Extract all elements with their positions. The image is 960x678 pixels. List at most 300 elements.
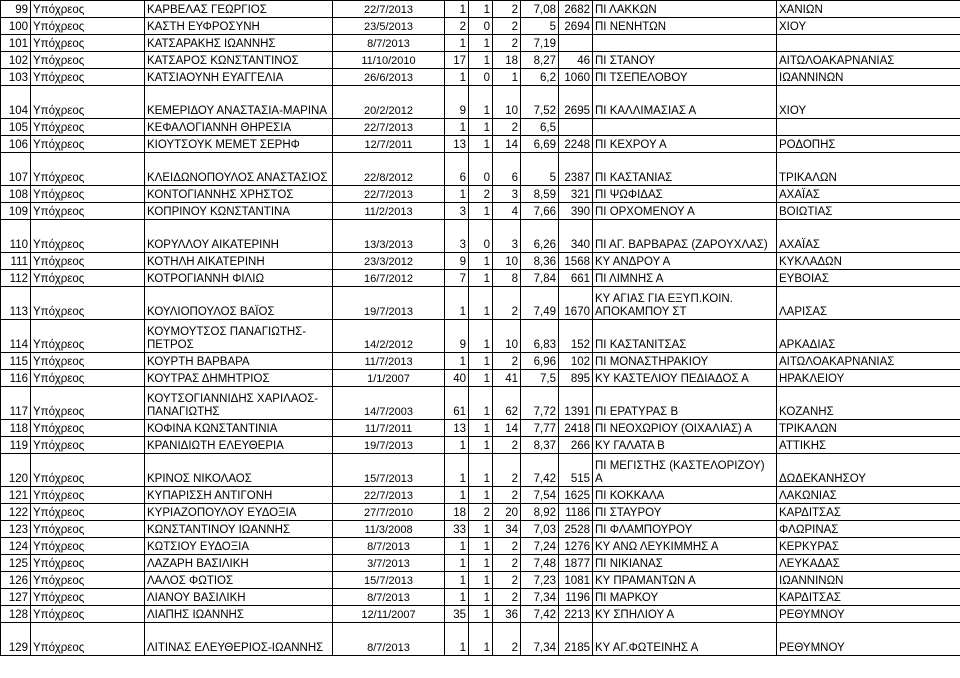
title-cell: Υπόχρεος (31, 387, 145, 420)
value-b-cell: 1 (469, 353, 493, 370)
date-cell: 11/2/2013 (333, 203, 445, 220)
score-cell: 7,08 (521, 1, 559, 18)
date-cell: 27/7/2010 (333, 504, 445, 521)
name-cell: ΚΛΕΙΔΩΝΟΠΟΥΛΟΣ ΑΝΑΣΤΑΣΙΟΣ (145, 153, 333, 186)
school-cell: ΚΥ ΑΓ.ΦΩΤΕΙΝΗΣ Α (593, 623, 777, 656)
value-b-cell: 1 (469, 52, 493, 69)
date-cell: 3/7/2013 (333, 555, 445, 572)
score-cell: 7,34 (521, 623, 559, 656)
row-number-cell: 128 (1, 606, 31, 623)
row-number-cell: 109 (1, 203, 31, 220)
score-cell: 7,34 (521, 589, 559, 606)
region-cell (777, 119, 960, 136)
date-cell: 22/7/2013 (333, 487, 445, 504)
title-cell: Υπόχρεος (31, 69, 145, 86)
value-b-cell: 1 (469, 454, 493, 487)
name-cell: ΚΟΥΡΤΗ ΒΑΡΒΑΡΑ (145, 353, 333, 370)
name-cell: ΚΑΡΒΕΛΑΣ ΓΕΩΡΓΙΟΣ (145, 1, 333, 18)
value-c-cell: 6 (493, 153, 521, 186)
name-cell: ΚΑΣΤΗ ΕΥΦΡΟΣΥΝΗ (145, 18, 333, 35)
table-row (1, 623, 960, 656)
code-cell: 2418 (559, 420, 593, 437)
value-c-cell: 2 (493, 437, 521, 454)
value-c-cell: 2 (493, 1, 521, 18)
title-cell: Υπόχρεος (31, 487, 145, 504)
row-number-cell: 99 (1, 1, 31, 18)
score-cell: 6,83 (521, 320, 559, 353)
table-row (1, 370, 960, 387)
title-cell: Υπόχρεος (31, 320, 145, 353)
table-row (1, 572, 960, 589)
value-a-cell: 2 (445, 18, 469, 35)
date-cell: 14/2/2012 (333, 320, 445, 353)
code-cell: 46 (559, 52, 593, 69)
school-cell: ΠΙ ΛΙΜΝΗΣ Α (593, 270, 777, 287)
school-cell: ΚΥ ΑΝΩ ΛΕΥΚΙΜΜΗΣ Α (593, 538, 777, 555)
value-c-cell: 2 (493, 538, 521, 555)
code-cell: 2185 (559, 623, 593, 656)
school-cell: ΠΙ ΤΣΕΠΕΛΟΒΟΥ (593, 69, 777, 86)
name-cell: ΚΟΥΜΟΥΤΣΟΣ ΠΑΝΑΓΙΩΤΗΣ-ΠΕΤΡΟΣ (145, 320, 333, 353)
value-b-cell: 1 (469, 320, 493, 353)
school-cell (593, 35, 777, 52)
title-cell: Υπόχρεος (31, 589, 145, 606)
value-b-cell: 1 (469, 487, 493, 504)
name-cell: ΛΙΑΠΗΣ ΙΩΑΝΝΗΣ (145, 606, 333, 623)
title-cell: Υπόχρεος (31, 437, 145, 454)
code-cell: 2695 (559, 86, 593, 119)
value-a-cell: 18 (445, 504, 469, 521)
value-a-cell: 40 (445, 370, 469, 387)
value-b-cell: 1 (469, 606, 493, 623)
row-number-cell: 127 (1, 589, 31, 606)
title-cell: Υπόχρεος (31, 606, 145, 623)
table-row (1, 606, 960, 623)
school-cell: ΠΙ ΦΛΑΜΠΟΥΡΟΥ (593, 521, 777, 538)
table-row (1, 454, 960, 487)
name-cell: ΚΟΤΗΛΗ ΑΙΚΑΤΕΡΙΝΗ (145, 253, 333, 270)
name-cell: ΚΡΑΝΙΔΙΩΤΗ ΕΛΕΥΘΕΡΙΑ (145, 437, 333, 454)
region-cell: ΧΙΟΥ (777, 86, 960, 119)
name-cell: ΛΙΑΝΟΥ ΒΑΣΙΛΙΚΗ (145, 589, 333, 606)
school-cell: ΠΙ ΛΑΚΚΩΝ (593, 1, 777, 18)
table-row (1, 220, 960, 253)
row-number-cell: 110 (1, 220, 31, 253)
value-b-cell: 1 (469, 270, 493, 287)
date-cell: 26/6/2013 (333, 69, 445, 86)
value-b-cell: 2 (469, 186, 493, 203)
row-number-cell: 103 (1, 69, 31, 86)
code-cell: 2387 (559, 153, 593, 186)
score-cell: 7,49 (521, 287, 559, 320)
title-cell: Υπόχρεος (31, 1, 145, 18)
value-a-cell: 9 (445, 253, 469, 270)
code-cell: 340 (559, 220, 593, 253)
table-row (1, 320, 960, 353)
title-cell: Υπόχρεος (31, 186, 145, 203)
value-c-cell: 2 (493, 353, 521, 370)
school-cell: ΠΙ ΜΕΓΙΣΤΗΣ (ΚΑΣΤΕΛΟΡΙΖΟΥ) Α (593, 454, 777, 487)
name-cell: ΚΥΠΑΡΙΣΣΗ ΑΝΤΙΓΟΝΗ (145, 487, 333, 504)
value-c-cell: 2 (493, 487, 521, 504)
row-number-cell: 105 (1, 119, 31, 136)
score-cell: 8,36 (521, 253, 559, 270)
value-b-cell: 0 (469, 153, 493, 186)
row-number-cell: 108 (1, 186, 31, 203)
region-cell (777, 35, 960, 52)
value-a-cell: 61 (445, 387, 469, 420)
value-b-cell: 1 (469, 437, 493, 454)
code-cell: 2248 (559, 136, 593, 153)
date-cell: 22/7/2013 (333, 119, 445, 136)
score-cell: 6,69 (521, 136, 559, 153)
date-cell: 8/7/2013 (333, 35, 445, 52)
score-cell: 7,84 (521, 270, 559, 287)
value-a-cell: 3 (445, 203, 469, 220)
value-c-cell: 4 (493, 203, 521, 220)
code-cell: 515 (559, 454, 593, 487)
school-cell: ΠΙ ΚΑΣΤΑΝΙΤΣΑΣ (593, 320, 777, 353)
region-cell: ΛΑΡΙΣΑΣ (777, 287, 960, 320)
title-cell: Υπόχρεος (31, 521, 145, 538)
school-cell: ΠΙ ΚΕΧΡΟΥ Α (593, 136, 777, 153)
value-a-cell: 1 (445, 454, 469, 487)
value-c-cell: 14 (493, 136, 521, 153)
table-row (1, 153, 960, 186)
score-cell: 8,59 (521, 186, 559, 203)
row-number-cell: 104 (1, 86, 31, 119)
name-cell: ΚΟΦΙΝΑ ΚΩΝΣΤΑΝΤΙΝΙΑ (145, 420, 333, 437)
code-cell: 661 (559, 270, 593, 287)
table-row (1, 504, 960, 521)
value-a-cell: 6 (445, 153, 469, 186)
value-c-cell: 2 (493, 287, 521, 320)
school-cell: ΠΙ ΝΕΟΧΩΡΙΟΥ (ΟΙΧΑΛΙΑΣ) Α (593, 420, 777, 437)
title-cell: Υπόχρεος (31, 203, 145, 220)
name-cell: ΛΑΖΑΡΗ ΒΑΣΙΛΙΚΗ (145, 555, 333, 572)
code-cell: 152 (559, 320, 593, 353)
school-cell: ΚΥ ΑΓΙΑΣ ΓΙΑ ΕΞΥΠ.ΚΟΙΝ. ΑΠΟΚΑΜΠΟΥ ΣΤ (593, 287, 777, 320)
title-cell: Υπόχρεος (31, 270, 145, 287)
value-c-cell: 2 (493, 572, 521, 589)
school-cell: ΠΙ ΚΑΛΛΙΜΑΣΙΑΣ Α (593, 86, 777, 119)
code-cell: 1276 (559, 538, 593, 555)
name-cell: ΚΙΟΥΤΣΟΥΚ ΜΕΜΕΤ ΣΕΡΗΦ (145, 136, 333, 153)
date-cell: 8/7/2013 (333, 538, 445, 555)
value-c-cell: 18 (493, 52, 521, 69)
title-cell: Υπόχρεος (31, 35, 145, 52)
date-cell: 12/11/2007 (333, 606, 445, 623)
value-c-cell: 20 (493, 504, 521, 521)
title-cell: Υπόχρεος (31, 220, 145, 253)
row-number-cell: 114 (1, 320, 31, 353)
code-cell: 895 (559, 370, 593, 387)
title-cell: Υπόχρεος (31, 538, 145, 555)
region-cell: ΔΩΔΕΚΑΝΗΣΟΥ (777, 454, 960, 487)
score-cell: 7,23 (521, 572, 559, 589)
value-c-cell: 2 (493, 454, 521, 487)
value-c-cell: 8 (493, 270, 521, 287)
table-row (1, 287, 960, 320)
value-b-cell: 1 (469, 203, 493, 220)
value-c-cell: 10 (493, 86, 521, 119)
region-cell: ΑΤΤΙΚΗΣ (777, 437, 960, 454)
region-cell: ΛΑΚΩΝΙΑΣ (777, 487, 960, 504)
region-cell: ΚΑΡΔΙΤΣΑΣ (777, 589, 960, 606)
title-cell: Υπόχρεος (31, 370, 145, 387)
score-cell: 7,66 (521, 203, 559, 220)
code-cell: 1877 (559, 555, 593, 572)
row-number-cell: 125 (1, 555, 31, 572)
value-c-cell: 2 (493, 119, 521, 136)
value-c-cell: 3 (493, 220, 521, 253)
value-a-cell: 1 (445, 186, 469, 203)
school-cell: ΚΥ ΣΠΗΛΙΟΥ Α (593, 606, 777, 623)
value-a-cell: 1 (445, 589, 469, 606)
table-row (1, 589, 960, 606)
name-cell: ΚΑΤΣΑΡΑΚΗΣ ΙΩΑΝΝΗΣ (145, 35, 333, 52)
value-b-cell: 1 (469, 119, 493, 136)
region-cell: ΡΕΘΥΜΝΟΥ (777, 623, 960, 656)
value-b-cell: 1 (469, 136, 493, 153)
school-cell: ΚΥ ΓΑΛΑΤΑ Β (593, 437, 777, 454)
score-cell: 6,5 (521, 119, 559, 136)
title-cell: Υπόχρεος (31, 18, 145, 35)
date-cell: 20/2/2012 (333, 86, 445, 119)
name-cell: ΚΟΠΡΙΝΟΥ ΚΩΝΣΤΑΝΤΙΝΑ (145, 203, 333, 220)
region-cell: ΒΟΙΩΤΙΑΣ (777, 203, 960, 220)
code-cell: 390 (559, 203, 593, 220)
row-number-cell: 129 (1, 623, 31, 656)
value-c-cell: 2 (493, 35, 521, 52)
date-cell: 19/7/2013 (333, 287, 445, 320)
value-c-cell: 34 (493, 521, 521, 538)
value-a-cell: 3 (445, 220, 469, 253)
name-cell: ΚΩΝΣΤΑΝΤΙΝΟΥ ΙΩΑΝΝΗΣ (145, 521, 333, 538)
title-cell: Υπόχρεος (31, 119, 145, 136)
table-row (1, 538, 960, 555)
date-cell: 8/7/2013 (333, 589, 445, 606)
value-b-cell: 1 (469, 35, 493, 52)
title-cell: Υπόχρεος (31, 287, 145, 320)
code-cell: 1568 (559, 253, 593, 270)
title-cell: Υπόχρεος (31, 153, 145, 186)
value-b-cell: 1 (469, 589, 493, 606)
date-cell: 15/7/2013 (333, 454, 445, 487)
table-row (1, 186, 960, 203)
code-cell: 1196 (559, 589, 593, 606)
date-cell: 19/7/2013 (333, 437, 445, 454)
table-row (1, 253, 960, 270)
code-cell: 1081 (559, 572, 593, 589)
table-row (1, 86, 960, 119)
date-cell: 22/7/2013 (333, 1, 445, 18)
school-cell: ΠΙ ΚΟΚΚΑΛΑ (593, 487, 777, 504)
school-cell: ΠΙ ΜΑΡΚΟΥ (593, 589, 777, 606)
score-cell: 7,24 (521, 538, 559, 555)
value-b-cell: 1 (469, 521, 493, 538)
code-cell: 321 (559, 186, 593, 203)
row-number-cell: 122 (1, 504, 31, 521)
table-row (1, 437, 960, 454)
score-cell: 7,42 (521, 606, 559, 623)
row-number-cell: 124 (1, 538, 31, 555)
table-row (1, 420, 960, 437)
score-cell: 7,03 (521, 521, 559, 538)
title-cell: Υπόχρεος (31, 253, 145, 270)
date-cell: 22/7/2013 (333, 186, 445, 203)
row-number-cell: 117 (1, 387, 31, 420)
value-a-cell: 1 (445, 35, 469, 52)
date-cell: 11/3/2008 (333, 521, 445, 538)
value-c-cell: 41 (493, 370, 521, 387)
name-cell: ΚΑΤΣΑΡΟΣ ΚΩΝΣΤΑΝΤΙΝΟΣ (145, 52, 333, 69)
name-cell: ΚΟΥΤΣΟΓΙΑΝΝΙΔΗΣ ΧΑΡΙΛΑΟΣ-ΠΑΝΑΓΙΩΤΗΣ (145, 387, 333, 420)
value-b-cell: 1 (469, 555, 493, 572)
value-b-cell: 1 (469, 538, 493, 555)
code-cell: 2682 (559, 1, 593, 18)
value-b-cell: 1 (469, 1, 493, 18)
name-cell: ΚΑΤΣΙΑΟΥΝΗ ΕΥΑΓΓΕΛΙΑ (145, 69, 333, 86)
code-cell: 2694 (559, 18, 593, 35)
score-cell: 7,54 (521, 487, 559, 504)
row-number-cell: 116 (1, 370, 31, 387)
name-cell: ΚΕΜΕΡΙΔΟΥ ΑΝΑΣΤΑΣΙΑ-ΜΑΡΙΝΑ (145, 86, 333, 119)
region-cell: ΤΡΙΚΑΛΩΝ (777, 153, 960, 186)
table-row (1, 1, 960, 18)
region-cell: ΤΡΙΚΑΛΩΝ (777, 420, 960, 437)
row-number-cell: 112 (1, 270, 31, 287)
value-a-cell: 13 (445, 420, 469, 437)
date-cell: 22/8/2012 (333, 153, 445, 186)
region-cell: ΧΑΝΙΩΝ (777, 1, 960, 18)
value-a-cell: 7 (445, 270, 469, 287)
title-cell: Υπόχρεος (31, 420, 145, 437)
title-cell: Υπόχρεος (31, 86, 145, 119)
value-b-cell: 0 (469, 220, 493, 253)
score-cell: 8,92 (521, 504, 559, 521)
school-cell: ΠΙ ΨΩΦΙΔΑΣ (593, 186, 777, 203)
date-cell: 16/7/2012 (333, 270, 445, 287)
value-c-cell: 10 (493, 320, 521, 353)
region-cell: ΙΩΑΝΝΙΝΩΝ (777, 572, 960, 589)
score-cell: 6,96 (521, 353, 559, 370)
row-number-cell: 126 (1, 572, 31, 589)
school-cell: ΠΙ ΝΕΝΗΤΩΝ (593, 18, 777, 35)
date-cell: 1/1/2007 (333, 370, 445, 387)
score-cell: 7,52 (521, 86, 559, 119)
row-number-cell: 119 (1, 437, 31, 454)
row-number-cell: 107 (1, 153, 31, 186)
table-row (1, 521, 960, 538)
table-row (1, 487, 960, 504)
school-cell: ΚΥ ΑΝΔΡΟΥ Α (593, 253, 777, 270)
title-cell: Υπόχρεος (31, 555, 145, 572)
score-cell: 7,5 (521, 370, 559, 387)
region-cell: ΚΥΚΛΑΔΩΝ (777, 253, 960, 270)
value-a-cell: 1 (445, 287, 469, 320)
value-c-cell: 2 (493, 555, 521, 572)
region-cell: ΑΡΚΑΔΙΑΣ (777, 320, 960, 353)
title-cell: Υπόχρεος (31, 353, 145, 370)
code-cell (559, 119, 593, 136)
value-b-cell: 2 (469, 504, 493, 521)
title-cell: Υπόχρεος (31, 504, 145, 521)
value-a-cell: 35 (445, 606, 469, 623)
code-cell: 1625 (559, 487, 593, 504)
name-cell: ΚΥΡΙΑΖΟΠΟΥΛΟΥ ΕΥΔΟΞΙΑ (145, 504, 333, 521)
value-b-cell: 1 (469, 623, 493, 656)
region-cell: ΑΙΤΩΛΟΑΚΑΡΝΑΝΙΑΣ (777, 353, 960, 370)
region-cell: ΗΡΑΚΛΕΙΟΥ (777, 370, 960, 387)
name-cell: ΚΩΤΣΙΟΥ ΕΥΔΟΞΙΑ (145, 538, 333, 555)
code-cell (559, 35, 593, 52)
school-cell: ΠΙ ΣΤΑΝΟΥ (593, 52, 777, 69)
row-number-cell: 102 (1, 52, 31, 69)
row-number-cell: 113 (1, 287, 31, 320)
row-number-cell: 121 (1, 487, 31, 504)
table-body (1, 1, 960, 656)
title-cell: Υπόχρεος (31, 136, 145, 153)
title-cell: Υπόχρεος (31, 52, 145, 69)
school-cell: ΠΙ ΕΡΑΤΥΡΑΣ Β (593, 387, 777, 420)
name-cell: ΚΕΦΑΛΟΓΙΑΝΝΗ ΘΗΡΕΣΙΑ (145, 119, 333, 136)
value-a-cell: 1 (445, 487, 469, 504)
school-cell: ΠΙ ΜΟΝΑΣΤΗΡΑΚΙΟΥ (593, 353, 777, 370)
code-cell: 1391 (559, 387, 593, 420)
row-number-cell: 115 (1, 353, 31, 370)
region-cell: ΦΛΩΡΙΝΑΣ (777, 521, 960, 538)
value-c-cell: 2 (493, 589, 521, 606)
code-cell: 1186 (559, 504, 593, 521)
name-cell: ΛΙΤΙΝΑΣ ΕΛΕΥΘΕΡΙΟΣ-ΙΩΑΝΝΗΣ (145, 623, 333, 656)
value-b-cell: 1 (469, 420, 493, 437)
region-cell: ΛΕΥΚΑΔΑΣ (777, 555, 960, 572)
value-a-cell: 33 (445, 521, 469, 538)
value-c-cell: 2 (493, 18, 521, 35)
title-cell: Υπόχρεος (31, 454, 145, 487)
value-b-cell: 1 (469, 387, 493, 420)
name-cell: ΚΡΙΝΟΣ ΝΙΚΟΛΑΟΣ (145, 454, 333, 487)
score-cell: 7,19 (521, 35, 559, 52)
region-cell: ΚΟΖΑΝΗΣ (777, 387, 960, 420)
table-row (1, 18, 960, 35)
table-row (1, 353, 960, 370)
region-cell: ΡΕΘΥΜΝΟΥ (777, 606, 960, 623)
value-c-cell: 10 (493, 253, 521, 270)
value-b-cell: 0 (469, 69, 493, 86)
score-cell: 6,2 (521, 69, 559, 86)
school-cell: ΚΥ ΚΑΣΤΕΛΙΟΥ ΠΕΔΙΑΔΟΣ Α (593, 370, 777, 387)
date-cell: 11/10/2010 (333, 52, 445, 69)
value-a-cell: 9 (445, 86, 469, 119)
school-cell: ΠΙ ΣΤΑΥΡΟΥ (593, 504, 777, 521)
score-cell: 5 (521, 18, 559, 35)
region-cell: ΕΥΒΟΙΑΣ (777, 270, 960, 287)
score-cell: 5 (521, 153, 559, 186)
date-cell: 12/7/2011 (333, 136, 445, 153)
value-b-cell: 1 (469, 572, 493, 589)
value-a-cell: 1 (445, 572, 469, 589)
school-cell: ΠΙ ΚΑΣΤΑΝΙΑΣ (593, 153, 777, 186)
name-cell: ΚΟΝΤΟΓΙΑΝΝΗΣ ΧΡΗΣΤΟΣ (145, 186, 333, 203)
value-c-cell: 14 (493, 420, 521, 437)
date-cell: 13/3/2013 (333, 220, 445, 253)
value-a-cell: 1 (445, 119, 469, 136)
region-cell: ΑΙΤΩΛΟΑΚΑΡΝΑΝΙΑΣ (777, 52, 960, 69)
table-row (1, 203, 960, 220)
row-number-cell: 106 (1, 136, 31, 153)
